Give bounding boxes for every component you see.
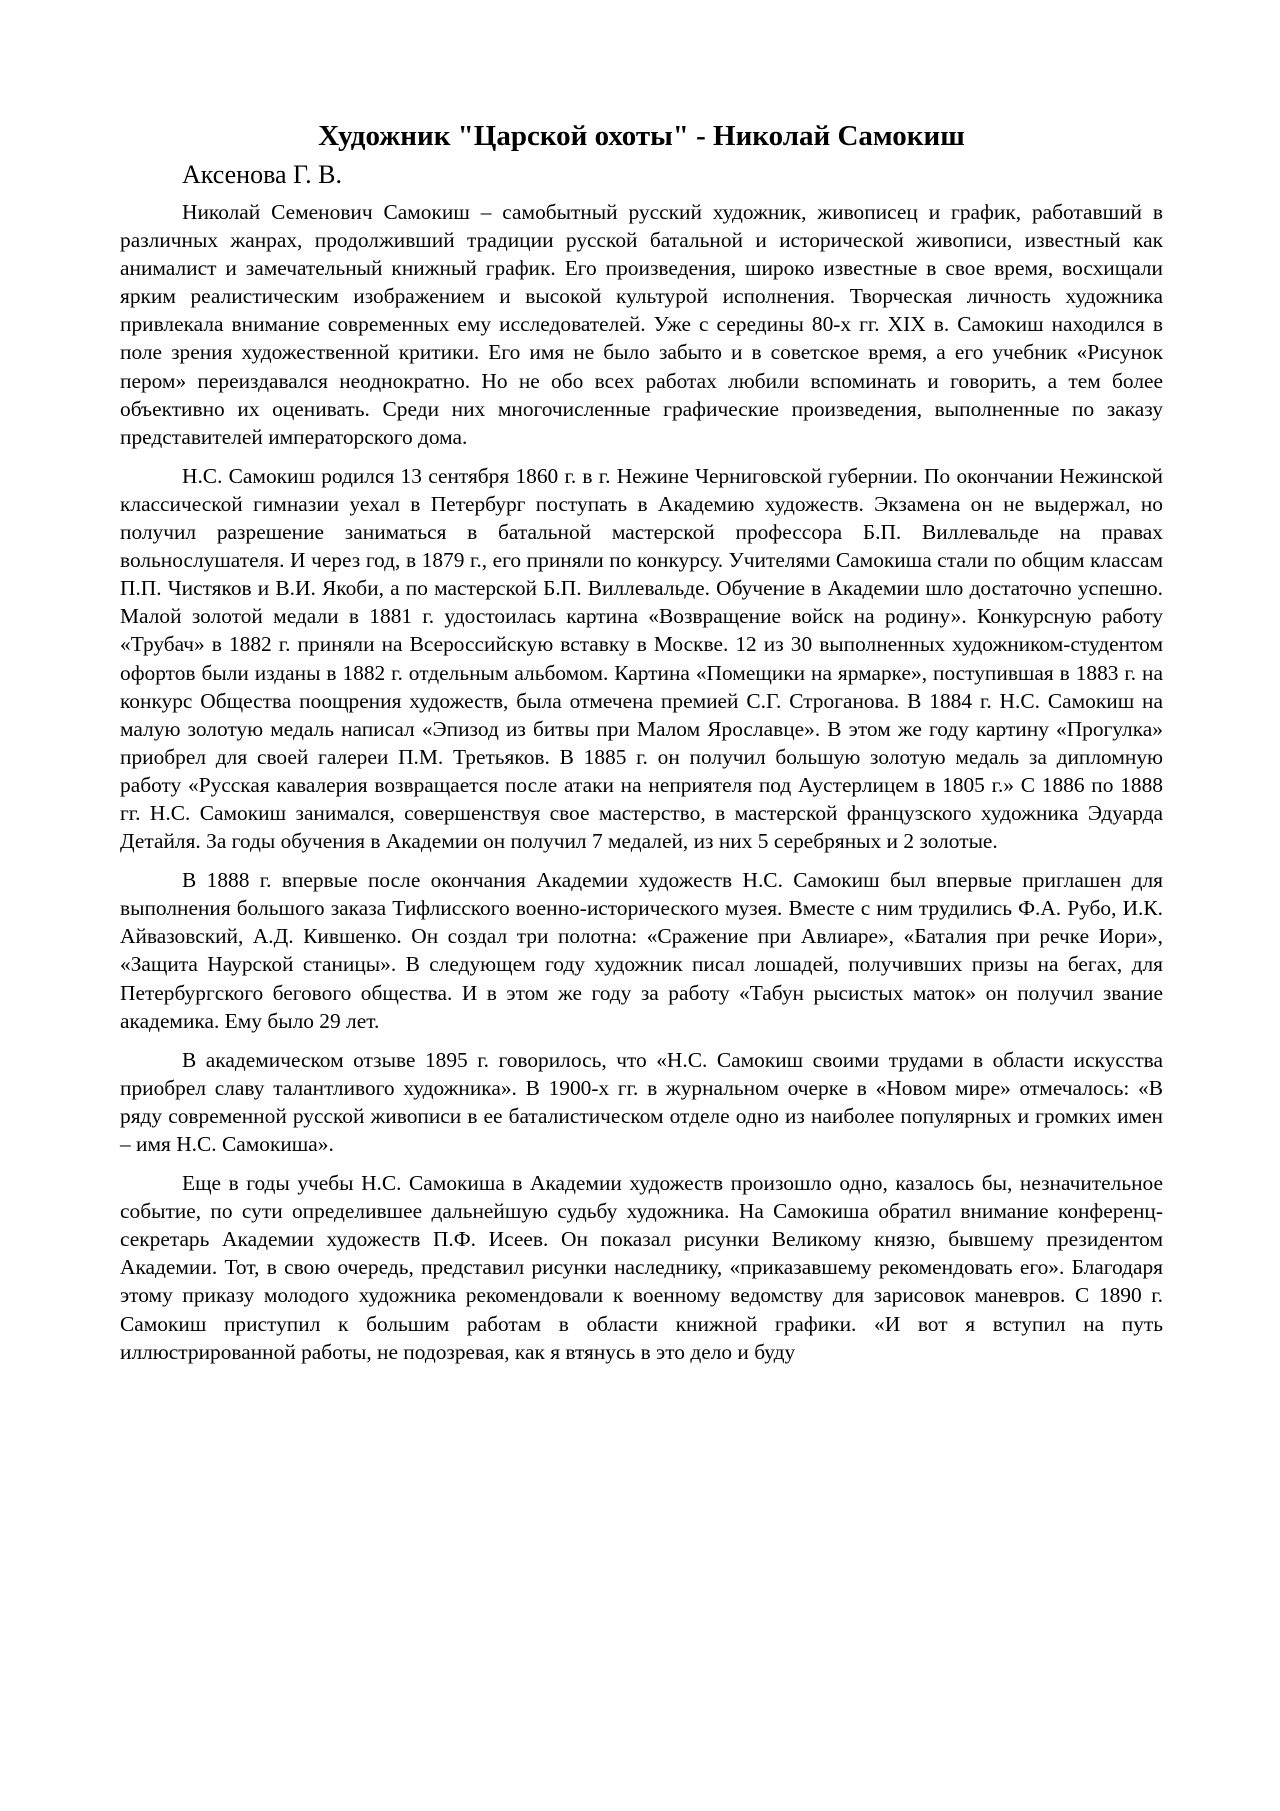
paragraph-4: В академическом отзыве 1895 г. говорилось, что «Н.С. Самокиш своими трудами в области искусства приобрел славу талантливого художника». В 1900-х гг. в журнальном очерке в «Новом мире» отмечалось: «В ряду современной русской живописи в ее баталистическом отделе одно из наиболее популярных и громких имен – имя Н.С. Самокиша». xyxy=(120,1047,1163,1156)
author-name: Аксенова Г. В. xyxy=(182,160,342,189)
paragraph-1: Николай Семенович Самокиш – самобытный русский художник, живописец и график, работавший в различных жанрах, продолживший традиции русской батальной и исторической живописи, известный как анималист и замечательный книжный график. Его произведения, широко известные в свое время, восхищали ярким реалистическим изображением и высокой культурой исполнения. Творческая личность художника привлекала внимание современных ему исследователей. Уже с середины 80-х гг. XIX в. Самокиш находился в поле зрения художественной критики. Его имя не было забыто и в советское время, а его учебник «Рисунок пером» переиздавался неоднократно. Но не обо всех работах любили вспоминать и говорить, а тем более объективно их оценивать. Среди них многочисленные графические произведения, выполненные по заказу представителей императорского дома. xyxy=(120,200,1163,449)
paragraph-5: Еще в годы учебы Н.С. Самокиша в Академии художеств произошло одно, казалось бы, незначительное событие, по сути определившее дальнейшую судьбу художника. На Самокиша обратил внимание конференц-секретарь Академии художеств П.Ф. Исеев. Он показал рисунки Великому князю, бывшему президентом Академии. Тот, в свою очередь, представил рисунки наследнику, «приказавшему рекомендовать его». Благодаря этому приказу молодого художника рекомендовали к военному ведомству для зарисовок маневров. С 1890 г. Самокиш приступил к большим работам в области книжной графики. «И вот я вступил на путь иллюстрированной работы, не подозревая, как я втянусь в это дело и буду xyxy=(120,1171,1163,1364)
document-page xyxy=(120,118,1163,1366)
paragraph-3: В 1888 г. впервые после окончания Академии художеств Н.С. Самокиш был впервые приглашен для выполнения большого заказа Тифлисского военно-исторического музея. Вместе с ним трудились Ф.А. Рубо, И.К. Айвазовский, А.Д. Кившенко. Он создал три полотна: «Сражение при Авлиаре», «Баталия при речке Иори», «Защита Наурской станицы». В следующем году художник писал лошадей, получивших призы на бегах, для Петербургского бегового общества. И в этом же году за работу «Табун рысистых маток» он получил звание академика. Ему было 29 лет. xyxy=(120,868,1163,1033)
page-title: Художник "Царской охоты" - Николай Самокиш xyxy=(318,120,965,152)
paragraph-2: Н.С. Самокиш родился 13 сентября 1860 г. в г. Нежине Черниговской губернии. По окончании Нежинской классической гимназии уехал в Петербург поступать в Академию художеств. Экзамена он не выдержал, но получил разрешение заниматься в батальной мастерской профессора Б.П. Виллевальде на правах вольнослушателя. И через год, в 1879 г., его приняли по конкурсу. Учителями Самокиша стали по общим классам П.П. Чистяков и В.И. Якоби, а по мастерской Б.П. Виллевальде. Обучение в Академии шло достаточно успешно. Малой золотой медали в 1881 г. удостоилась картина «Возвращение войск на родину». Конкурсную работу «Трубач» в 1882 г. приняли на Всероссийскую вставку в Москве. 12 из 30 выполненных художником-студентом офортов были изданы в 1882 г. отдельным альбомом. Картина «Помещики на ярмарке», поступившая в 1883 г. на конкурс Общества поощрения художеств, была отмечена премией С.Г. Строганова. В 1884 г. Н.С. Самокиш на малую золотую медаль написал «Эпизод из битвы при Малом Ярославце». В этом же году картину «Прогулка» приобрел для своей галереи П.М. Третьяков. В 1885 г. он получил большую золотую медаль за дипломную работу «Русская кавалерия возвращается после атаки на неприятеля под Аустерлицем в 1805 г.» С 1886 по 1888 гг. Н.С. Самокиш занимался, совершенствуя свое мастерство, в мастерской французского художника Эдуарда Детайля. За годы обучения в Академии он получил 7 медалей, из них 5 серебряных и 2 золотые. xyxy=(120,463,1163,854)
